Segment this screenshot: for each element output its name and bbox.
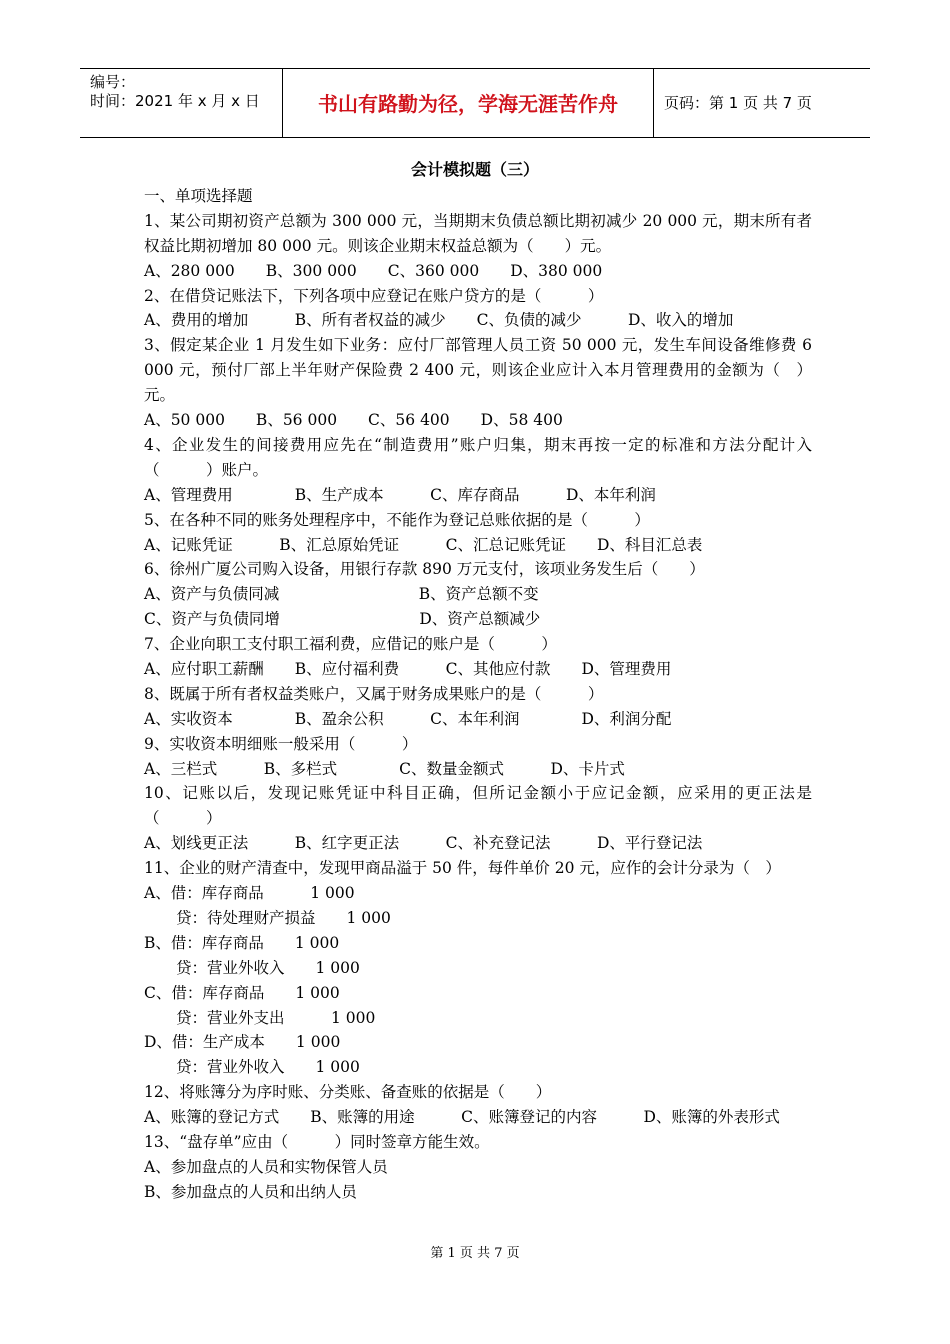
options-1: A、280 000 B、300 000 C、360 000 D、380 000 <box>144 261 603 280</box>
option-11-d-debit: D、借：生产成本 1 000 <box>144 1033 341 1052</box>
question-5: 5、在各种不同的账务处理程序中，不能作为登记总账依据的是（ ） <box>144 510 650 529</box>
option-13-a: A、参加盘点的人员和实物保管人员 <box>144 1157 388 1176</box>
number-label: 编号： <box>90 73 136 91</box>
option-11-b-credit: 贷：营业外收入 1 000 <box>176 958 360 977</box>
document-header <box>80 68 870 138</box>
options-9: A、三栏式 B、多栏式 C、数量金额式 D、卡片式 <box>144 759 625 778</box>
options-10: A、划线更正法 B、红字更正法 C、补充登记法 D、平行登记法 <box>144 834 703 853</box>
question-2: 2、在借贷记账法下，下列各项中应登记在账户贷方的是（ ） <box>144 286 604 305</box>
motto: 书山有路勤为径，学海无涯苦作舟 <box>318 92 618 116</box>
options-6-row-2: C、资产与负债同增 D、资产总额减少 <box>144 610 541 629</box>
option-11-c-debit: C、借：库存商品 1 000 <box>144 983 340 1002</box>
question-body <box>144 184 812 1205</box>
page-label: 页码：第 1 页 共 7 页 <box>664 94 812 112</box>
question-12: 12、将账簿分为序时账、分类账、备查账的依据是（ ） <box>144 1083 552 1102</box>
question-1: 1、某公司期初资产总额为 300 000 元，当期期末负债总额比期初减少 20 000 元，期末所有者权益比期初增加 80 000 元。则该企业期末权益总额为（ ）元。 <box>144 211 812 255</box>
options-2: A、费用的增加 B、所有者权益的减少 C、负债的减少 D、收入的增加 <box>144 311 734 330</box>
option-13-b: B、参加盘点的人员和出纳人员 <box>144 1182 357 1201</box>
question-8: 8、既属于所有者权益类账户，又属于财务成果账户的是（ ） <box>144 684 604 703</box>
option-11-d-credit: 贷：营业外收入 1 000 <box>176 1058 360 1077</box>
options-8: A、实收资本 B、盈余公积 C、本年利润 D、利润分配 <box>144 709 672 728</box>
options-3: A、50 000 B、56 000 C、56 400 D、58 400 <box>144 411 563 430</box>
options-4: A、管理费用 B、生产成本 C、库存商品 D、本年利润 <box>144 485 656 504</box>
header-meta-cell <box>80 69 283 137</box>
option-11-b-debit: B、借：库存商品 1 000 <box>144 933 340 952</box>
time-label: 时间：2021 年 x 月 x 日 <box>90 92 260 110</box>
question-9: 9、实收资本明细账一般采用（ ） <box>144 734 418 753</box>
option-11-a-debit: A、借：库存商品 1 000 <box>144 884 355 903</box>
question-4: 4、企业发生的间接费用应先在“制造费用”账户归集，期末再按一定的标准和方法分配计入（ ）账户。 <box>144 435 812 479</box>
question-11: 11、企业的财产清查中，发现甲商品溢于 50 件，每件单价 20 元，应作的会计分录为（ ） <box>144 859 781 878</box>
options-6-row-1: A、资产与负债同减 B、资产总额不变 <box>144 585 539 604</box>
page-title: 会计模拟题（三） <box>410 160 539 179</box>
question-7: 7、企业向职工支付职工福利费，应借记的账户是（ ） <box>144 635 557 654</box>
header-motto-cell <box>283 69 654 137</box>
question-13: 13、“盘存单”应由（ ）同时签章方能生效。 <box>144 1133 490 1151</box>
section-heading: 一、单项选择题 <box>144 187 253 205</box>
options-7: A、应付职工薪酬 B、应付福利费 C、其他应付款 D、管理费用 <box>144 660 672 679</box>
options-12: A、账簿的登记方式 B、账簿的用途 C、账簿登记的内容 D、账簿的外表形式 <box>144 1108 780 1127</box>
question-6: 6、徐州广厦公司购入设备，用银行存款 890 万元支付，该项业务发生后（ ） <box>144 560 705 579</box>
options-5: A、记账凭证 B、汇总原始凭证 C、汇总记账凭证 D、科目汇总表 <box>144 535 703 554</box>
question-10: 10、记账以后，发现记账凭证中科目正确，但所记金额小于应记金额，应采用的更正法是（ ） <box>144 784 812 828</box>
option-11-a-credit: 贷：待处理财产损益 1 000 <box>176 908 391 927</box>
page-footer: 第 1 页 共 7 页 <box>430 1246 520 1261</box>
question-3: 3、假定某企业 1 月发生如下业务：应付厂部管理人员工资 50 000 元，发生车间设备维修费 6 000 元，预付厂部上半年财产保险费 2 400 元，则该企业应计入本月管理费用的金额为（ ）元。 <box>144 336 812 405</box>
header-page-cell <box>654 69 870 137</box>
option-11-c-credit: 贷：营业外支出 1 000 <box>176 1008 376 1027</box>
